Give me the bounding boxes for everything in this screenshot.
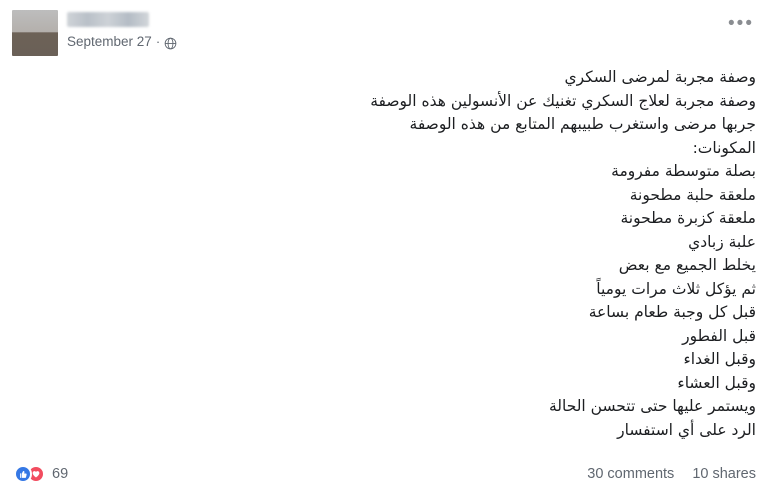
- post-line: وصفة مجربة لعلاج السكري تغنيك عن الأنسولين هذه الوصفة: [370, 91, 756, 110]
- post-header: [0, 0, 770, 60]
- reaction-count: 69: [52, 466, 69, 482]
- post-line: علبة زبادي: [688, 232, 756, 251]
- post-line: يخلط الجميع مع بعض: [618, 256, 756, 274]
- post-line: جربها مرضى واستغرب طبيبهم المتابع من هذه الوصفة: [409, 115, 756, 133]
- post-line: المكونات:: [692, 138, 756, 157]
- footer-counts: [587, 466, 756, 482]
- avatar[interactable]: [12, 10, 58, 56]
- post-line: قبل كل وجبة طعام بساعة: [588, 303, 756, 321]
- post-line: وقبل العشاء: [677, 373, 756, 392]
- post-line: الرد على أي استفسار: [617, 420, 756, 439]
- post-line: ثم يؤكل ثلاث مرات يومياً: [596, 279, 756, 298]
- like-icon: [14, 465, 32, 483]
- post-footer: [0, 459, 770, 489]
- reactions-summary[interactable]: [14, 465, 68, 483]
- shares-count[interactable]: 10 shares: [692, 466, 756, 482]
- post-line: ملعقة كزبرة مطحونة: [620, 209, 756, 227]
- ellipsis-horizontal-icon[interactable]: •••: [728, 13, 754, 34]
- post-date[interactable]: September 27: [67, 34, 152, 49]
- author-name-blurred[interactable]: [67, 12, 149, 27]
- meta-separator: ·: [155, 34, 161, 49]
- post-line: وصفة مجربة لمرضى السكري: [564, 68, 756, 86]
- comments-count[interactable]: 30 comments: [587, 466, 675, 482]
- post-body: [0, 60, 770, 442]
- post-author-block: [67, 10, 177, 50]
- post-line: ويستمر عليها حتى تتحسن الحالة: [548, 397, 756, 415]
- post-line: ملعقة حلبة مطحونة: [629, 185, 756, 204]
- globe-icon[interactable]: [164, 37, 177, 50]
- post-line: بصلة متوسطة مفرومة: [611, 162, 756, 180]
- post-line: وقبل الغداء: [683, 350, 756, 368]
- post-line: قبل الفطور: [682, 326, 756, 345]
- post-meta: [67, 34, 177, 50]
